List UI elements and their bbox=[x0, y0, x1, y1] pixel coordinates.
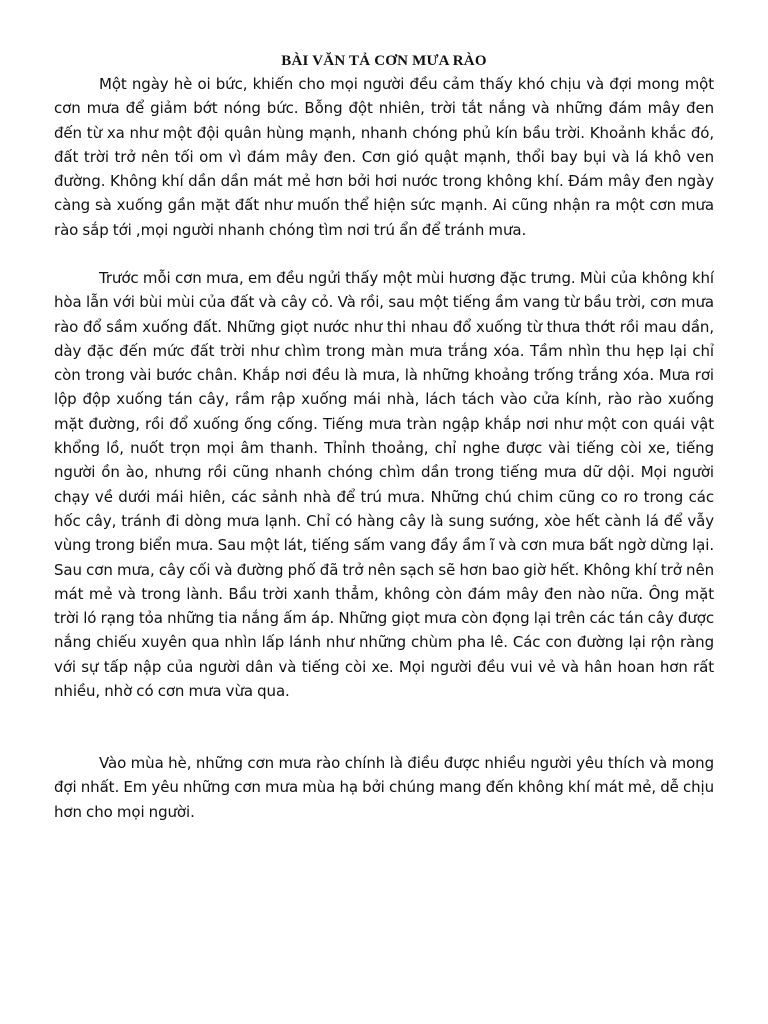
paragraph-2: Trước mỗi cơn mưa, em đều ngửi thấy một mùi hương đặc trưng. Mùi của không khí hòa lẫn với bùi mùi của đất và cây cỏ. Và rồi, sau một tiếng ầm vang từ bầu trời, cơn mưa rào đổ sầm xuống đất. Những giọt nước như thi nhau đổ xuống từ thưa thớt rồi mau dần, dày đặc đến mức đất trời như chìm trong màn mưa trắng xóa. Tầm nhìn thu hẹp lại chỉ còn trong vài bước chân. Khắp nơi đều là mưa, là những khoảng trống trắng xóa. Mưa rơi lộp độp xuống tán cây, rầm rập xuống mái nhà, lách tách vào cửa kính, rào rào xuống mặt đường, rồi đổ xuống ống cống. Tiếng mưa tràn ngập khắp nơi như một con quái vật khổng lồ, nuốt trọn mọi âm thanh. Thỉnh thoảng, chỉ nghe được vài tiếng còi xe, tiếng người ồn ào, nhưng rồi cũng nhanh chóng chìm dần trong tiếng mưa dữ dội. Mọi người chạy về dưới mái hiên, các sảnh nhà để trú mưa. Những chú chim cũng co ro trong các hốc cây, tránh đi dòng mưa lạnh. Chỉ có hàng cây là sung sướng, xòe hết cành lá để vẫy vùng trong biển mưa. Sau một lát, tiếng sấm vang đầy ầm ĩ và cơn mưa bất ngờ dừng lại. Sau cơn mưa, cây cối và đường phố đã trở nên sạch sẽ hơn bao giờ hết. Không khí trở nên mát mẻ và trong lành. Bầu trời xanh thẳm, không còn đám mây đen nào nữa. Ông mặt trời ló rạng tỏa những tia nắng ấm áp. Những giọt mưa còn đọng lại trên các tán cây được nắng chiếu xuyên qua nhìn lấp lánh như những chùm pha lê. Các con đường lại rộn ràng với sự tấp nập của người dân và tiếng còi xe. Mọi người đều vui vẻ và hân hoan hơn rất nhiều, nhờ có cơn mưa vừa qua. bbox=[54, 269, 714, 701]
paragraph-1: Một ngày hè oi bức, khiến cho mọi người đều cảm thấy khó chịu và đợi mong một cơn mưa để giảm bớt nóng bức. Bỗng đột nhiên, trời tắt nắng và những đám mây đen đến từ xa như một đội quân hùng mạnh, nhanh chóng phủ kín bầu trời. Khoảnh khắc đó, đất trời trở nên tối om vì đám mây đen. Cơn gió quật mạnh, thổi bay bụi và lá khô ven đường. Không khí dần dần mát mẻ hơn bởi hơi nước trong không khí. Đám mây đen ngày càng sà xuống gần mặt đất như muốn thể hiện sức mạnh. Ai cũng nhận ra một cơn mưa rào sắp tới ,mọi người nhanh chóng tìm nơi trú ẩn để tránh mưa. bbox=[54, 75, 714, 239]
paragraph-3: Vào mùa hè, những cơn mưa rào chính là điều được nhiều người yêu thích và mong đợi nhất. Em yêu những cơn mưa mùa hạ bởi chúng mang đến không khí mát mẻ, dễ chịu hơn cho mọi người. bbox=[54, 754, 714, 821]
essay-title: BÀI VĂN TẢ CƠN MƯA RÀO bbox=[281, 53, 487, 69]
